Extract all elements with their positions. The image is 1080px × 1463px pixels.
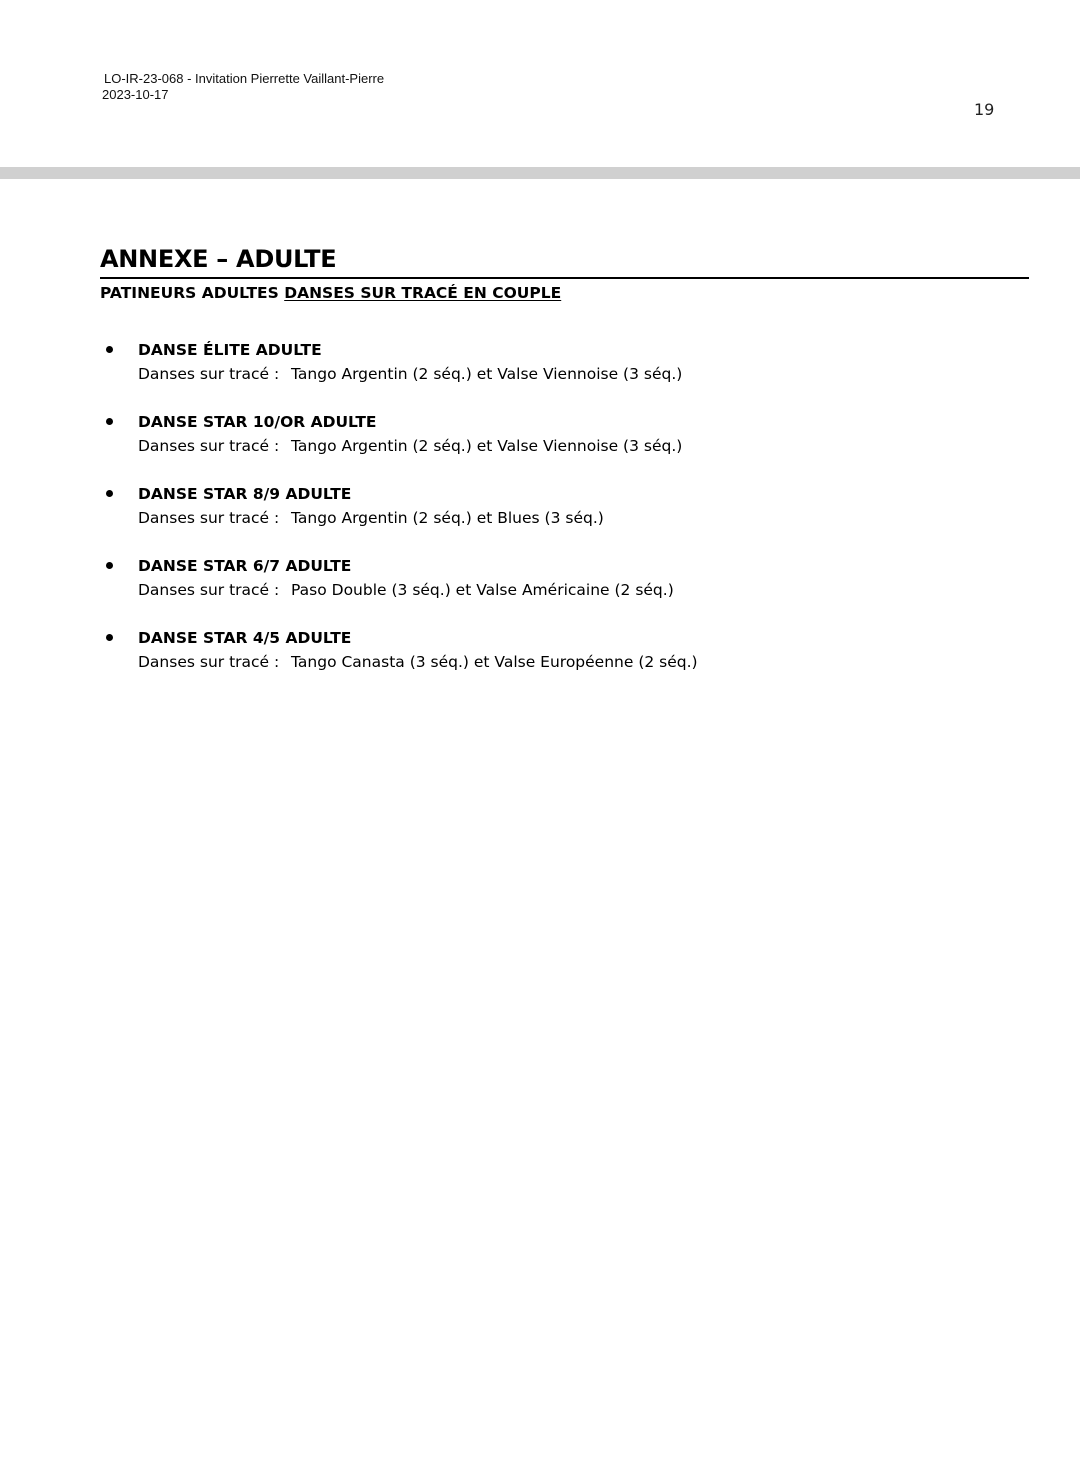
dances-label: Danses sur tracé : bbox=[138, 437, 280, 455]
category-title: DANSE STAR 10/OR ADULTE bbox=[138, 413, 377, 431]
dance-category-list bbox=[0, 340, 1080, 700]
list-item bbox=[0, 484, 1080, 556]
list-item bbox=[0, 556, 1080, 628]
dances-value: Tango Canasta (3 séq.) et Valse Européenne (2 séq.) bbox=[291, 653, 698, 671]
category-dances bbox=[138, 364, 682, 384]
bullet-icon bbox=[106, 562, 113, 569]
list-item bbox=[0, 412, 1080, 484]
section-subtitle bbox=[100, 283, 561, 303]
document-header bbox=[104, 71, 384, 103]
dances-value: Tango Argentin (2 séq.) et Valse Viennoise (3 séq.) bbox=[291, 365, 683, 383]
dances-label: Danses sur tracé : bbox=[138, 653, 280, 671]
category-title: DANSE STAR 4/5 ADULTE bbox=[138, 629, 352, 647]
page-number: 19 bbox=[974, 100, 995, 119]
category-dances bbox=[138, 436, 682, 456]
dances-value: Tango Argentin (2 séq.) et Blues (3 séq.) bbox=[291, 509, 604, 527]
dances-label: Danses sur tracé : bbox=[138, 365, 280, 383]
section-title: ANNEXE – ADULTE bbox=[100, 245, 337, 273]
category-title: DANSE STAR 6/7 ADULTE bbox=[138, 557, 352, 575]
category-dances bbox=[138, 508, 604, 528]
header-divider-band bbox=[0, 167, 1080, 179]
list-item bbox=[0, 628, 1080, 700]
category-title: DANSE STAR 8/9 ADULTE bbox=[138, 485, 352, 503]
category-title: DANSE ÉLITE ADULTE bbox=[138, 341, 322, 359]
category-dances bbox=[138, 652, 698, 672]
category-dances bbox=[138, 580, 674, 600]
dances-label: Danses sur tracé : bbox=[138, 509, 280, 527]
bullet-icon bbox=[106, 490, 113, 497]
document-date: 2023-10-17 bbox=[102, 87, 169, 102]
subtitle-plain: PATINEURS ADULTES bbox=[100, 284, 279, 302]
dances-value: Tango Argentin (2 séq.) et Valse Viennoise (3 séq.) bbox=[291, 437, 683, 455]
dances-label: Danses sur tracé : bbox=[138, 581, 280, 599]
bullet-icon bbox=[106, 346, 113, 353]
bullet-icon bbox=[106, 418, 113, 425]
dances-value: Paso Double (3 séq.) et Valse Américaine (2 séq.) bbox=[291, 581, 674, 599]
bullet-icon bbox=[106, 634, 113, 641]
document-reference: LO-IR-23-068 - Invitation Pierrette Vaillant-Pierre bbox=[104, 71, 385, 86]
title-underline-rule bbox=[100, 277, 1029, 279]
list-item bbox=[0, 340, 1080, 412]
subtitle-underlined: DANSES SUR TRACÉ EN COUPLE bbox=[284, 284, 562, 302]
